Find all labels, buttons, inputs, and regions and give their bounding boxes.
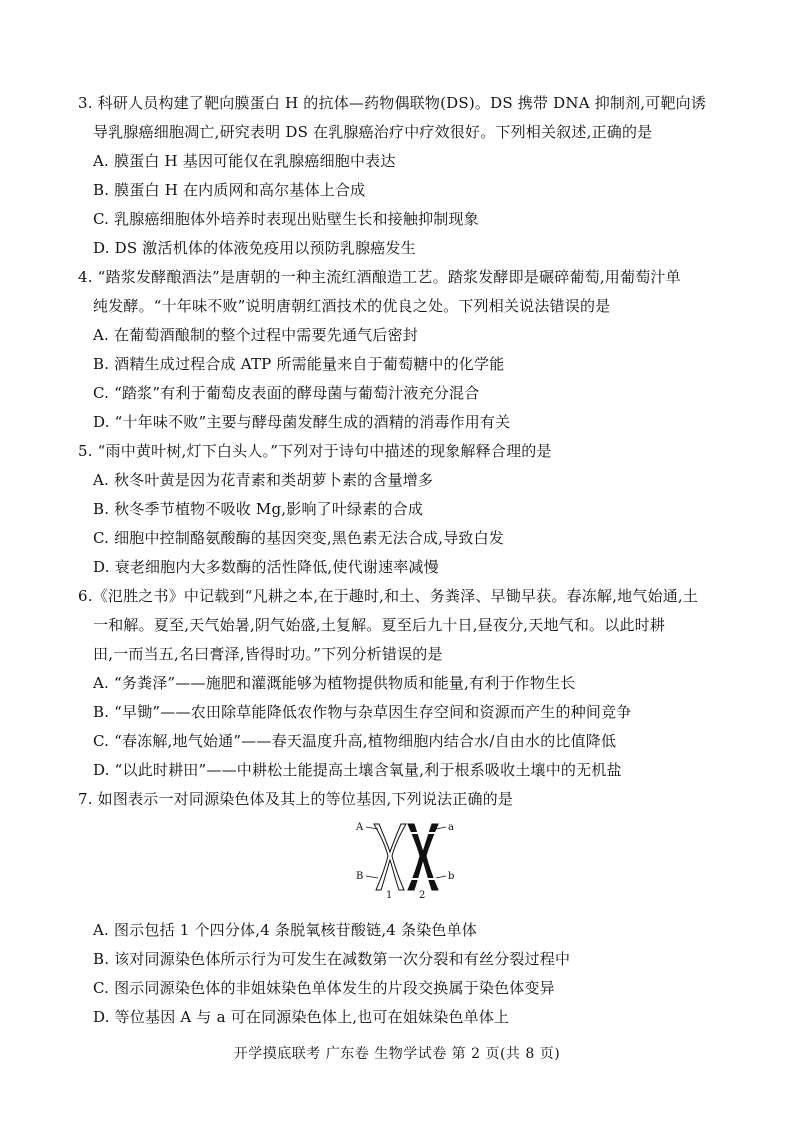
- q4-option-a: A. 在葡萄酒酿制的整个过程中需要先通气后密封: [93, 326, 418, 344]
- q4-stem-line-1: 4. “踏浆发酵酿酒法”是唐朝的一种主流红酒酿造工艺。踏浆发酵即是碾碎葡萄,用葡萄汁单: [78, 268, 681, 286]
- q5-option-b: B. 秋冬季节植物不吸收 Mg,影响了叶绿素的合成: [93, 500, 424, 518]
- q3-option-d: D. DS 激活机体的体液免疫用以预防乳腺癌发生: [93, 239, 416, 257]
- q6-stem-line-1: 6.《氾胜之书》中记载到“凡耕之本,在于趣时,和土、务粪泽、早锄早获。春冻解,地气始通,土: [78, 587, 699, 605]
- allele-label-b: b: [448, 871, 455, 882]
- q4-option-d: D. “十年味不败”主要与酵母菌发酵生成的酒精的消毒作用有关: [93, 413, 511, 431]
- chromosome-number-2: 2: [419, 890, 426, 898]
- q3-stem-line-2: 导乳腺癌细胞凋亡,研究表明 DS 在乳腺癌治疗中疗效很好。下列相关叙述,正确的是: [93, 123, 653, 141]
- q4-option-b: B. 酒精生成过程合成 ATP 所需能量来自于葡萄糖中的化学能: [93, 355, 505, 373]
- q3-option-c: C. 乳腺癌细胞体外培养时表现出贴壁生长和接触抑制现象: [93, 210, 479, 228]
- chromosome-1: [374, 824, 406, 890]
- q7-option-d: D. 等位基因 A 与 a 可在同源染色体上,也可在姐妹染色单体上: [93, 1008, 510, 1026]
- q3-option-b: B. 膜蛋白 H 在内质网和高尔基体上合成: [93, 181, 366, 199]
- q7-stem-line-1: 7. 如图表示一对同源染色体及其上的等位基因,下列说法正确的是: [78, 790, 514, 808]
- q5-stem-line-1: 5. “雨中黄叶树,灯下白头人。”下列对于诗句中描述的现象解释合理的是: [78, 442, 552, 460]
- q3-stem-line-1: 3. 科研人员构建了靶向膜蛋白 H 的抗体—药物偶联物(DS)。DS 携带 DNA 抑制剂,可靶向诱: [78, 94, 707, 112]
- q7-option-c: C. 图示同源染色体的非姐妹染色单体发生的片段交换属于染色体变异: [93, 979, 555, 997]
- q4-stem-line-2: 纯发酵。“十年味不败”说明唐朝红酒技术的优良之处。下列相关说法错误的是: [93, 297, 611, 315]
- q6-stem-line-3: 田,一而当五,名曰膏泽,皆得时功。”下列分析错误的是: [93, 645, 443, 663]
- allele-label-A: A: [356, 822, 364, 833]
- allele-label-B: B: [356, 871, 364, 882]
- q6-option-a: A. “务粪泽”——施肥和灌溉能够为植物提供物质和能量,有利于作物生长: [93, 674, 576, 692]
- q7-option-b: B. 该对同源染色体所示行为可发生在减数第一次分裂和有丝分裂过程中: [93, 950, 571, 968]
- chromosome-number-1: 1: [386, 890, 393, 898]
- q6-option-d: D. “以此时耕田”——中耕松土能提高土壤含氧量,利于根系吸收土壤中的无机盐: [93, 761, 622, 779]
- q4-option-c: C. “踏浆”有利于葡萄皮表面的酵母菌与葡萄汁液充分混合: [93, 384, 480, 402]
- allele-label-a: a: [448, 822, 454, 833]
- q6-option-c: C. “春冻解,地气始通”——春天温度升高,植物细胞内结合水/自由水的比值降低: [93, 732, 617, 750]
- q5-option-c: C. 细胞中控制酪氨酸酶的基因突变,黑色素无法合成,导致白发: [93, 529, 505, 547]
- homologous-chromosome-figure: [352, 818, 462, 898]
- q6-stem-line-2: 一和解。夏至,天气始暑,阴气始盛,土复解。夏至后九十日,昼夜分,天地气和。以此时耕: [93, 616, 666, 634]
- q5-option-d: D. 衰老细胞内大多数酶的活性降低,使代谢速率减慢: [93, 558, 439, 576]
- q6-option-b: B. “早锄”——农田除草能降低农作物与杂草因生存空间和资源而产生的种间竞争: [93, 703, 632, 721]
- q5-option-a: A. 秋冬叶黄是因为花青素和类胡萝卜素的含量增多: [93, 471, 434, 489]
- q7-option-a: A. 图示包括 1 个四分体,4 条脱氧核苷酸链,4 条染色单体: [93, 921, 478, 939]
- page-footer: 开学摸底联考 广东卷 生物学试卷 第 2 页(共 8 页): [233, 1046, 561, 1062]
- q3-option-a: A. 膜蛋白 H 基因可能仅在乳腺癌细胞中表达: [93, 152, 396, 170]
- chromosome-2: [408, 824, 438, 890]
